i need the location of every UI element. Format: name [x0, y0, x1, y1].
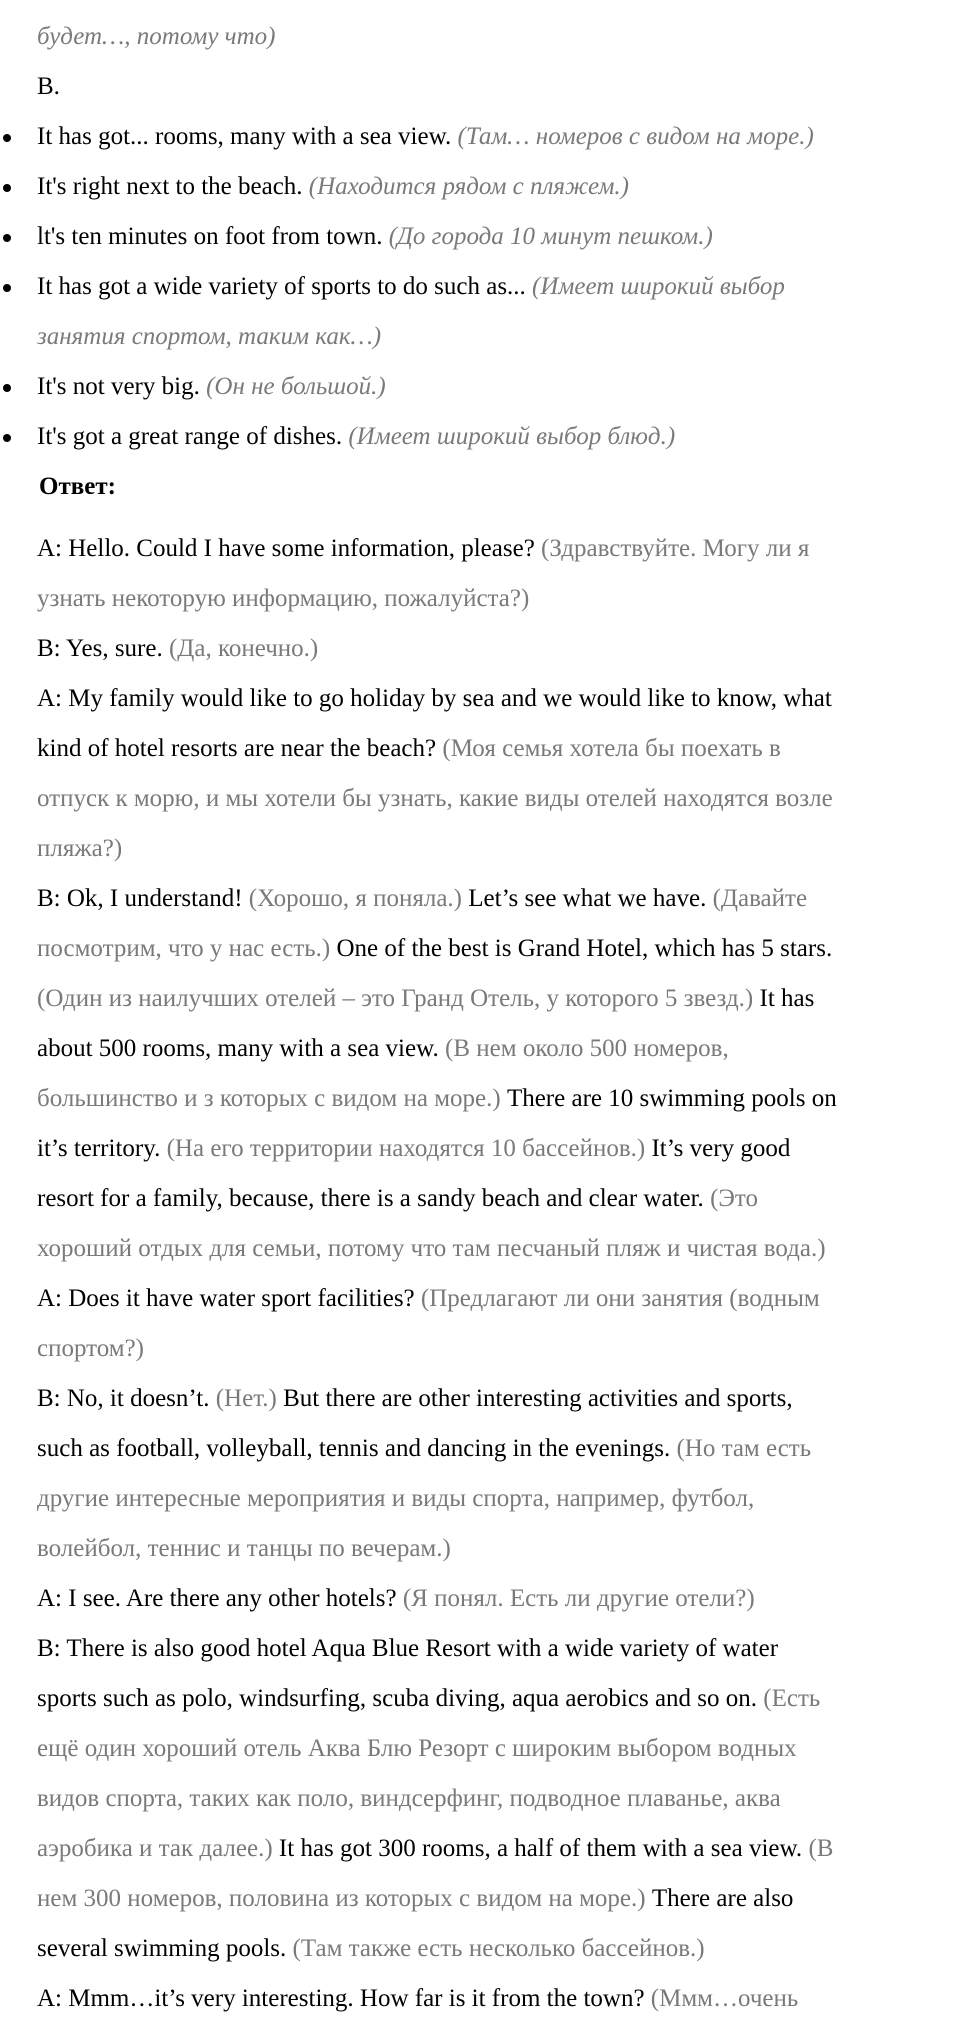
list-item — [37, 112, 957, 162]
russian-translation: хороший отдых для семьи, потому что там песчаный пляж и чистая вода.) — [37, 1235, 826, 1262]
english-text: But there are other interesting activities and sports, — [283, 1385, 793, 1412]
russian-translation: ещё один хороший отель Аква Блю Резорт с широким выбором водных — [37, 1735, 797, 1762]
phrase-en: lt's ten minutes on foot from town. — [37, 223, 383, 250]
list-item — [37, 162, 957, 212]
english-text: several swimming pools. — [37, 1935, 293, 1962]
dialog-line — [37, 724, 957, 774]
english-text: There are also — [651, 1885, 794, 1912]
dialog-line — [37, 1224, 957, 1274]
english-text: It has got 300 rooms, a half of them with a sea view. — [278, 1835, 809, 1862]
dialog-line — [37, 1274, 957, 1324]
bullet-icon — [3, 134, 11, 142]
bullet-icon — [3, 434, 11, 442]
dialog-line — [37, 1374, 957, 1424]
russian-translation: пляжа?) — [37, 835, 123, 862]
russian-translation: (Это — [710, 1185, 758, 1212]
phrase-ru: (Там… номеров с видом на море.) — [457, 123, 814, 150]
phrase-en: It has got... rooms, many with a sea view. — [37, 123, 452, 150]
russian-translation: (Нет.) — [215, 1385, 284, 1412]
dialog-line — [37, 774, 957, 824]
phrase-ru-continued: занятия спортом, таким как…) — [37, 323, 382, 350]
russian-translation: (В нем около 500 номеров, — [445, 1035, 729, 1062]
dialog-line — [37, 1124, 957, 1174]
phrase-ru: (Находится рядом с пляжем.) — [308, 173, 629, 200]
document-body — [37, 12, 957, 2024]
phrase-ru: (Он не большой.) — [206, 373, 386, 400]
english-text: sports such as polo, windsurfing, scuba diving, aqua aerobics and so on. — [37, 1685, 764, 1712]
english-text: B: There is also good hotel Aqua Blue Resort with a wide variety of water — [37, 1635, 779, 1662]
phrase-en: It has got a wide variety of sports to do such as... — [37, 273, 526, 300]
english-text: B: No, it doesn’t. — [37, 1385, 216, 1412]
dialog-line — [37, 824, 957, 874]
list-item — [37, 362, 957, 412]
english-text: B: Ok, I understand! — [37, 885, 249, 912]
english-text: A: Does it have water sport facilities? — [37, 1285, 421, 1312]
russian-translation: (Здравствуйте. Могу ли я — [541, 535, 810, 562]
english-text: kind of hotel resorts are near the beach? — [37, 735, 443, 762]
dialog-line — [37, 1324, 957, 1374]
list-item — [37, 212, 957, 262]
english-text: about 500 rooms, many with a sea view. — [37, 1035, 446, 1062]
dialog-line — [37, 974, 957, 1024]
dialog-line — [37, 1924, 957, 1974]
english-text: resort for a family, because, there is a sandy beach and clear water. — [37, 1185, 711, 1212]
dialog-line — [37, 1474, 957, 1524]
russian-translation: (Моя семья хотела бы поехать в — [442, 735, 781, 762]
russian-translation: посмотрим, что у нас есть.) — [37, 935, 337, 962]
russian-translation: (На его территории находятся 10 бассейнов.) — [166, 1135, 652, 1162]
russian-translation: аэробика и так далее.) — [37, 1835, 279, 1862]
english-text: One of the best is Grand Hotel, which has 5 stars. — [336, 935, 833, 962]
russian-translation: (Ммм…очень — [650, 1985, 799, 2012]
dialog-line — [37, 1974, 957, 2024]
dialog-line — [37, 674, 957, 724]
dialog-line — [37, 1174, 957, 1224]
phrase-ru: (До города 10 минут пешком.) — [388, 223, 713, 250]
phrase-en: It's not very big. — [37, 373, 200, 400]
bullet-icon — [3, 184, 11, 192]
english-text: A: Hello. Could I have some information, please? — [37, 535, 542, 562]
list-item — [37, 412, 957, 462]
dialog-line — [37, 1024, 957, 1074]
russian-translation: (Но там есть — [676, 1435, 812, 1462]
russian-translation: большинство и з которых с видом на море.) — [37, 1085, 507, 1112]
russian-translation: нем 300 номеров, половина из которых с видом на море.) — [37, 1885, 652, 1912]
bullet-icon — [3, 384, 11, 392]
dialog-line — [37, 574, 957, 624]
dialog-line — [37, 1574, 957, 1624]
russian-translation: (Хорошо, я поняла.) — [248, 885, 469, 912]
intro-fragment: будет…, потому что) — [37, 23, 276, 50]
phrase-ru: (Имеет широкий выбор блюд.) — [348, 423, 676, 450]
russian-translation: волейбол, теннис и танцы по вечерам.) — [37, 1535, 451, 1562]
russian-translation: (Да, конечно.) — [168, 635, 319, 662]
russian-translation: отпуск к морю, и мы хотели бы узнать, какие виды отелей находятся возле — [37, 785, 833, 812]
english-text: It has — [759, 985, 815, 1012]
list-item — [37, 262, 957, 362]
english-text: A: Mmm…it’s very interesting. How far is it from the town? — [37, 1985, 651, 2012]
dialog-line — [37, 1824, 957, 1874]
dialog-line — [37, 1674, 957, 1724]
english-text: There are 10 swimming pools on — [506, 1085, 837, 1112]
russian-translation: (Давайте — [712, 885, 808, 912]
dialog-line — [37, 924, 957, 974]
english-text: A: I see. Are there any other hotels? — [37, 1585, 403, 1612]
phrase-ru: (Имеет широкий выбор — [532, 273, 785, 300]
dialog-line — [37, 624, 957, 674]
dialog-line — [37, 524, 957, 574]
phrase-en: It's right next to the beach. — [37, 173, 303, 200]
russian-translation: спортом?) — [37, 1335, 145, 1362]
english-text: A: My family would like to go holiday by sea and we would like to know, what — [37, 685, 832, 712]
russian-translation: видов спорта, таких как поло, виндсерфинг, подводное плаванье, аква — [37, 1785, 781, 1812]
english-text: B: Yes, sure. — [37, 635, 169, 662]
english-text: it’s territory. — [37, 1135, 167, 1162]
russian-translation: (Предлагают ли они занятия (водным — [420, 1285, 820, 1312]
russian-translation: (В — [808, 1835, 834, 1862]
dialog-line — [37, 1524, 957, 1574]
bullet-icon — [3, 234, 11, 242]
answer-heading: Ответ: — [39, 473, 116, 500]
dialog-line — [37, 1624, 957, 1674]
dialog-line — [37, 1774, 957, 1824]
section-label: B. — [37, 73, 60, 100]
dialog-text — [37, 524, 957, 2024]
dialog-line — [37, 1074, 957, 1124]
dialog-line — [37, 1424, 957, 1474]
phrase-list — [37, 112, 957, 462]
english-text: such as football, volleyball, tennis and dancing in the evenings. — [37, 1435, 677, 1462]
phrase-en: It's got a great range of dishes. — [37, 423, 343, 450]
russian-translation: (Я понял. Есть ли другие отели?) — [402, 1585, 755, 1612]
russian-translation: (Там также есть несколько бассейнов.) — [292, 1935, 705, 1962]
russian-translation: (Один из наилучших отелей – это Гранд Отель, у которого 5 звезд.) — [37, 985, 760, 1012]
russian-translation: узнать некоторую информацию, пожалуйста?) — [37, 585, 530, 612]
dialog-line — [37, 1874, 957, 1924]
russian-translation: (Есть — [763, 1685, 821, 1712]
english-text: It’s very good — [651, 1135, 791, 1162]
english-text: Let’s see what we have. — [468, 885, 713, 912]
bullet-icon — [3, 284, 11, 292]
dialog-line — [37, 1724, 957, 1774]
russian-translation: другие интересные мероприятия и виды спорта, например, футбол, — [37, 1485, 755, 1512]
dialog-line — [37, 874, 957, 924]
